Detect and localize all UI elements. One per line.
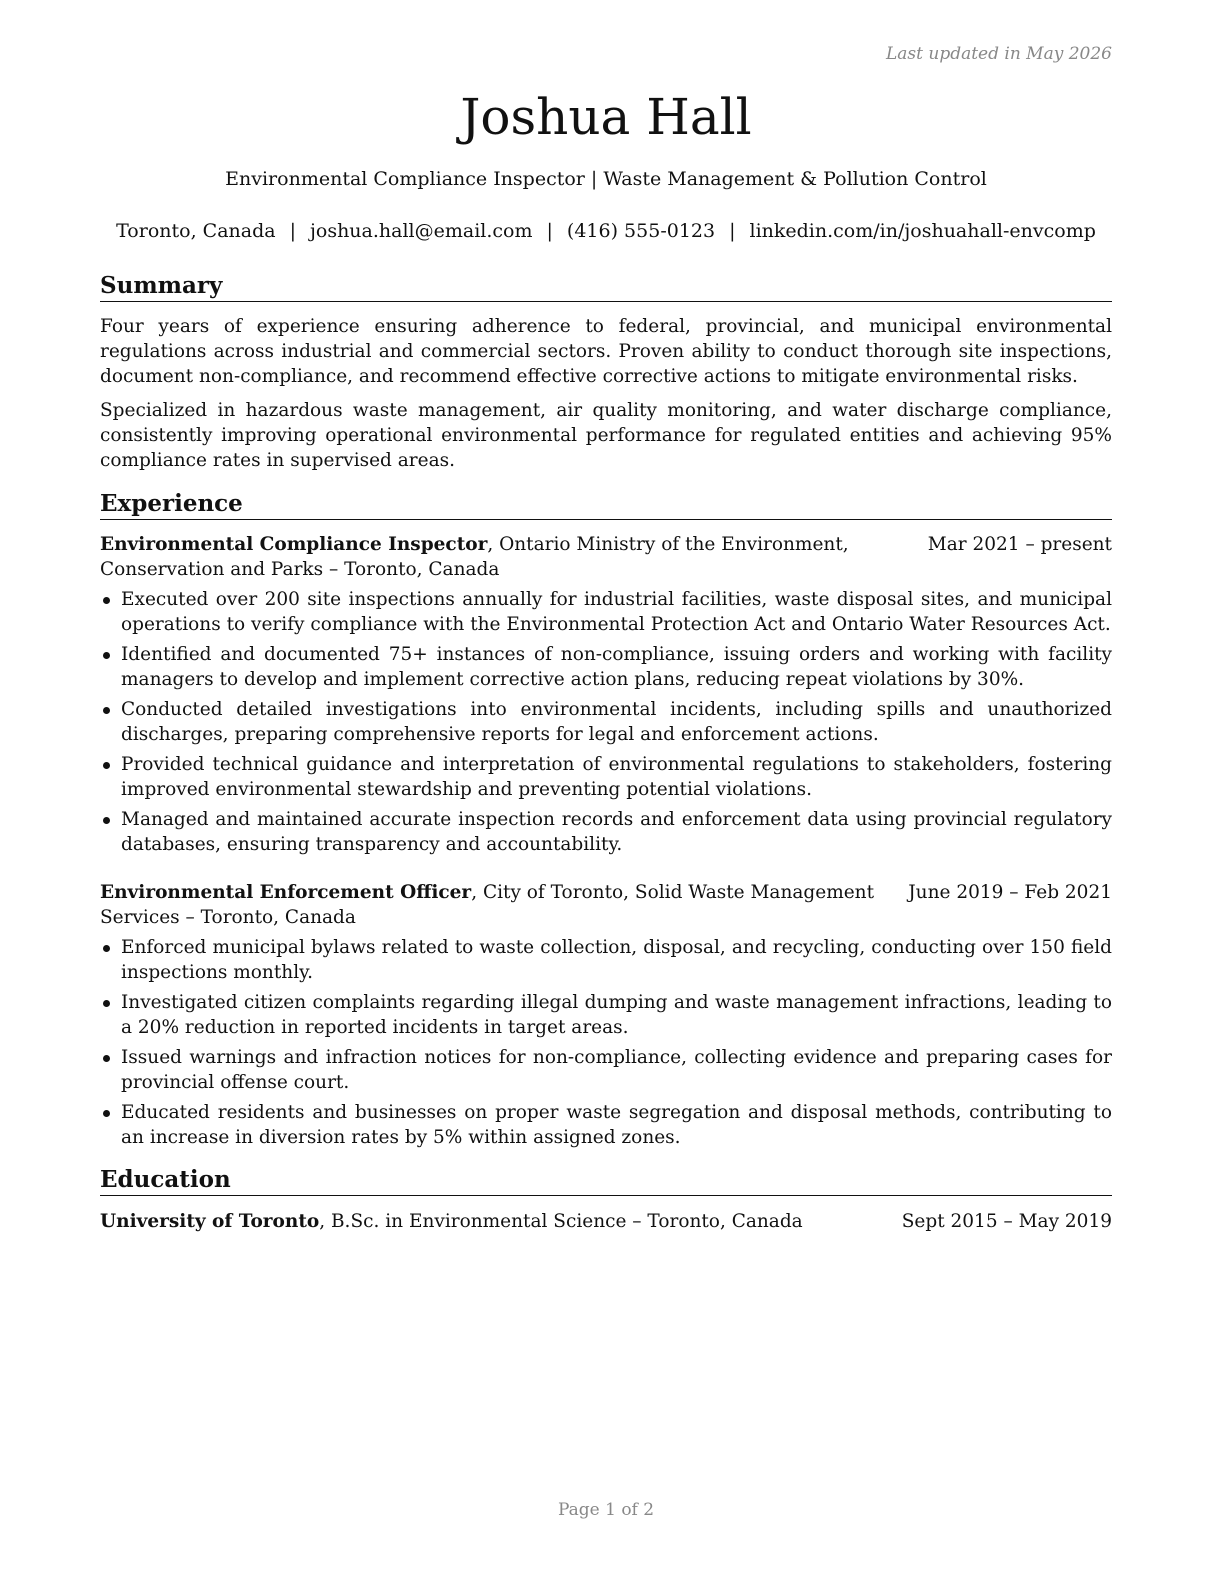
bullet-text: Executed over 200 site inspections annually for industrial facilities, waste disposal sites, and municipal operations to verify compliance with the Environmental Protection Act and Ontario Water Resources Act. — [121, 589, 1112, 635]
bullet-text: Identified and documented 75+ instances of non-compliance, issuing orders and working with facility managers to develop and implement corrective action plans, reducing repeat violations by 30%. — [121, 644, 1112, 690]
summary-paragraph: Four years of experience ensuring adherence to federal, provincial, and municipal environmental regulations across industrial and commercial sectors. Proven ability to conduct thorough site inspections, document non-compliance, and recommend effective corrective actions to mitigate environmental risks. — [100, 316, 1112, 387]
contact-separator: | — [546, 220, 553, 242]
contact-line — [100, 218, 1112, 244]
section-title-summary: Summary — [100, 271, 1112, 302]
education-dates: Sept 2015 – May 2019 — [901, 1211, 1112, 1232]
list-item — [100, 1045, 1112, 1095]
bullet-text: Enforced municipal bylaws related to waste collection, disposal, and recycling, conducting over 150 field inspections monthly. — [121, 937, 1112, 983]
list-item — [100, 697, 1112, 747]
candidate-name: Joshua Hall — [460, 88, 752, 146]
job-header — [100, 880, 1112, 930]
resume-page — [100, 0, 1112, 1584]
bullet-icon — [103, 652, 110, 659]
degree: , B.Sc. in Environmental Science – Toronto, Canada — [319, 1211, 803, 1232]
list-item — [100, 1100, 1112, 1150]
list-item — [100, 642, 1112, 692]
bullet-icon — [103, 1000, 110, 1007]
job-title: Environmental Compliance Inspector — [100, 534, 488, 555]
contact-separator: | — [289, 220, 296, 242]
list-item — [100, 990, 1112, 1040]
bullet-icon — [103, 1055, 110, 1062]
job-bullets — [100, 935, 1112, 1155]
bullet-icon — [103, 817, 110, 824]
list-item — [100, 752, 1112, 802]
contact-email[interactable]: joshua.hall@email.com — [309, 220, 533, 242]
bullet-icon — [103, 597, 110, 604]
school-name: University of Toronto — [100, 1211, 320, 1232]
bullet-text: Educated residents and businesses on proper waste segregation and disposal methods, contributing to an increase in diversion rates by 5% within assigned zones. — [121, 1102, 1112, 1148]
job-organization: , City of Toronto, Solid Waste Management Services – Toronto, Canada — [100, 882, 875, 928]
bullet-text: Managed and maintained accurate inspection records and enforcement data using provincial regulatory databases, ensuring transparency and accountability. — [121, 809, 1112, 855]
job-organization: , Ontario Ministry of the Environment, Conservation and Parks – Toronto, Canada — [100, 534, 849, 580]
section-title-experience: Experience — [100, 489, 1112, 520]
last-updated-note: Last updated in May 2026 — [885, 44, 1112, 64]
job-role-line — [100, 880, 880, 930]
job-role-line — [100, 532, 880, 582]
bullet-icon — [103, 945, 110, 952]
job-dates: June 2019 – Feb 2021 — [908, 882, 1112, 903]
bullet-text: Conducted detailed investigations into environmental incidents, including spills and unauthorized discharges, preparing comprehensive reports for legal and enforcement actions. — [121, 699, 1112, 745]
job-header — [100, 532, 1112, 582]
contact-linkedin[interactable]: linkedin.com/in/joshuahall-envcomp — [749, 220, 1096, 242]
list-item — [100, 935, 1112, 985]
bullet-text: Provided technical guidance and interpretation of environmental regulations to stakeholders, fostering improved environmental stewardship and preventing potential violations. — [121, 754, 1112, 800]
bullet-icon — [103, 762, 110, 769]
headline: Environmental Compliance Inspector | Waste Management & Pollution Control — [225, 168, 987, 190]
summary-paragraph: Specialized in hazardous waste management, air quality monitoring, and water discharge compliance, consistently improving operational environmental performance for regulated entities and achieving 95% compliance rates in supervised areas. — [100, 400, 1112, 471]
section-title-education: Education — [100, 1165, 1112, 1196]
list-item — [100, 587, 1112, 637]
job-dates: Mar 2021 – present — [927, 534, 1112, 555]
job-bullets — [100, 587, 1112, 862]
contact-location: Toronto, Canada — [116, 220, 276, 242]
education-entry — [100, 1209, 1112, 1234]
contact-phone[interactable]: (416) 555-0123 — [566, 220, 716, 242]
bullet-icon — [103, 1110, 110, 1117]
bullet-text: Issued warnings and infraction notices for non-compliance, collecting evidence and preparing cases for provincial offense court. — [121, 1047, 1112, 1093]
page-number: Page 1 of 2 — [557, 1500, 655, 1520]
contact-separator: | — [729, 220, 736, 242]
bullet-text: Investigated citizen complaints regarding illegal dumping and waste management infractions, leading to a 20% reduction in reported incidents in target areas. — [121, 992, 1112, 1038]
bullet-icon — [103, 707, 110, 714]
job-title: Environmental Enforcement Officer — [100, 882, 472, 903]
list-item — [100, 807, 1112, 857]
